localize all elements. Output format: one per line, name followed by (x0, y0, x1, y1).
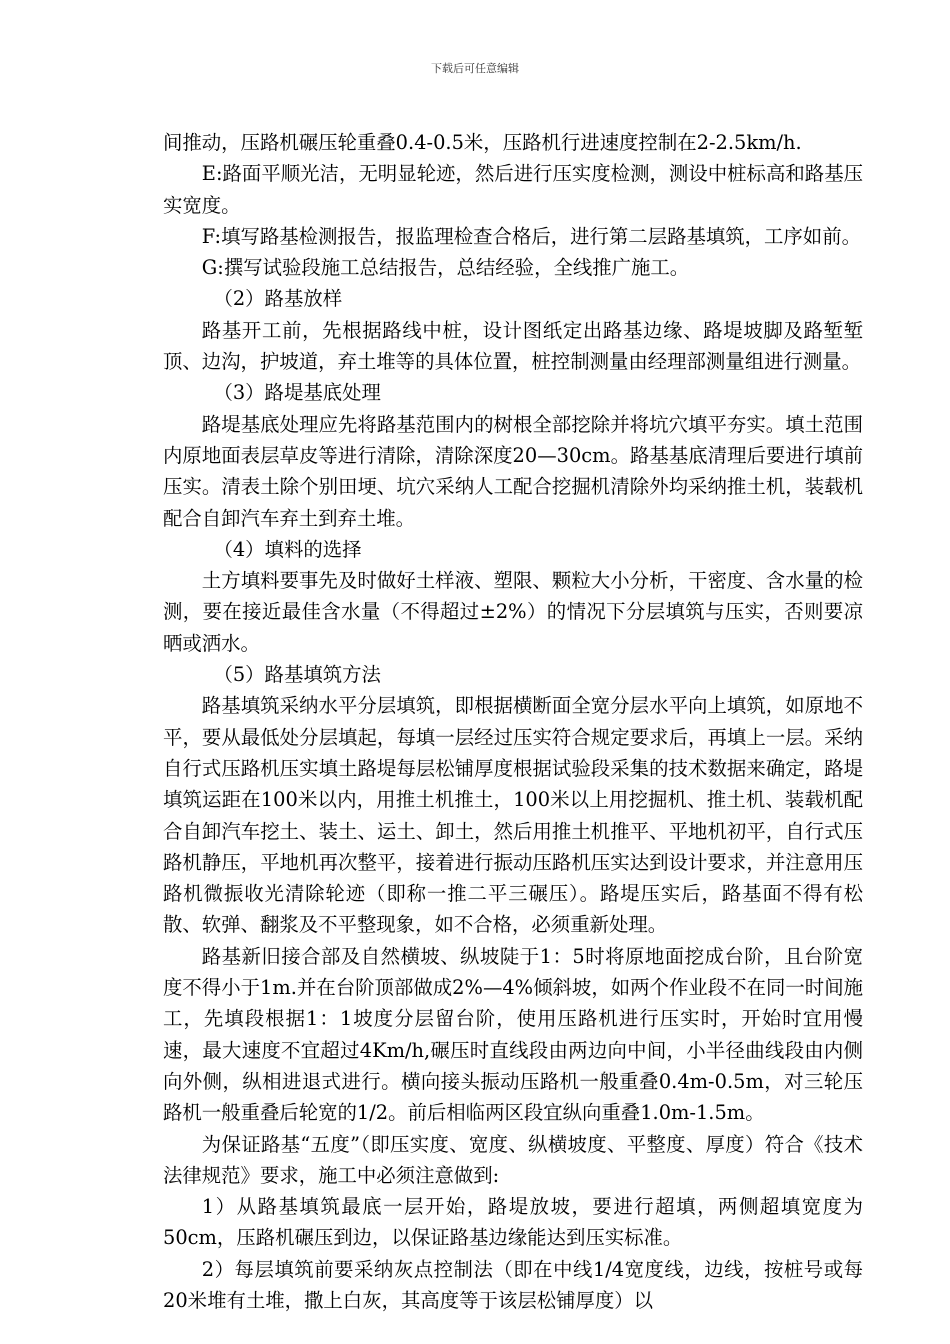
paragraph: 路基开工前，先根据路线中桩，设计图纸定出路基边缘、路堤坡脚及路堑堑顶、边沟，护坡道，弃土堆等的具体位置，桩控制测量由经理部测量组进行测量。 (163, 318, 863, 374)
paragraph: F:填写路基检测报告，报监理检查合格后，进行第二层路基填筑，工序如前。 (201, 224, 861, 248)
paragraph: 间推动，压路机碾压轮重叠0.4-0.5米，压路机行进速度控制在2-2.5km/h. (163, 131, 802, 154)
section-heading: （4）填料的选择 (213, 537, 362, 561)
paragraph: E:路面平顺光洁，无明显轮迹，然后进行压实度检测，测设中桩标高和路基压实宽度。 (163, 162, 863, 217)
paragraph: 路堤基底处理应先将路基范围内的树根全部挖除并将坑穴填平夯实。填土范围内原地面表层草皮等进行清除，清除深度20—30cm。路基基底清理后要进行填前压实。清表土除个别田埂、坑穴采纳人工配合挖掘机清除外均采纳推土机，装载机配合自卸汽车弃土到弃土堆。 (163, 412, 863, 530)
section-heading: （3）路堤基底处理 (213, 381, 381, 405)
document-body (163, 127, 863, 1316)
paragraph: 路基新旧接合部及自然横坡、纵坡陡于1：5时将原地面挖成台阶，且台阶宽度不得小于1m.并在台阶顶部做成2%—4%倾斜坡，如两个作业段不在同一时间施工，先填段根据1：1坡度分层留台阶，使用压路机进行压实时，开始时宜用慢速，最大速度不宜超过4Km/h,碾压时直线段由两边向中间，小半径曲线段由内侧向外侧，纵相进退式进行。横向接头振动压路机一般重叠0.4m-0.5m，对三轮压路机一般重叠后轮宽的1/2。前后相临两区段宜纵向重叠1.0m-1.5m。 (163, 944, 863, 1125)
paragraph: G:撰写试验段施工总结报告，总结经验，全线推广施工。 (201, 256, 690, 280)
list-item: 1）从路基填筑最底一层开始，路堤放坡，要进行超填，两侧超填宽度为50cm，压路机碾压到边，以保证路基边缘能达到压实标准。 (163, 1195, 863, 1250)
list-item: 2）每层填筑前要采纳灰点控制法（即在中线1/4宽度线，边线，按桩号或每20米堆有土堆，撒上白灰，其高度等于该层松铺厚度）以 (163, 1257, 863, 1312)
paragraph: 土方填料要事先及时做好土样液、塑限、颗粒大小分析，干密度、含水量的检测，要在接近最佳含水量（不得超过±2%）的情况下分层填筑与压实，否则要凉晒或洒水。 (163, 569, 863, 655)
page-header: 下载后可任意编辑 (431, 62, 519, 75)
section-heading: （5）路基填筑方法 (213, 663, 381, 687)
section-heading: （2）路基放样 (213, 287, 343, 311)
paragraph: 路基填筑采纳水平分层填筑，即根据横断面全宽分层水平向上填筑，如原地不平，要从最低处分层填起，每填一层经过压实符合规定要求后，再填上一层。采纳自行式压路机压实填土路堤每层松铺厚度根据试验段采集的技术数据来确定，路堤填筑运距在100米以内，用推土机推土，100米以上用挖掘机、推土机、装载机配合自卸汽车挖土、装土、运土、卸土，然后用推土机推平、平地机初平，自行式压路机静压，平地机再次整平，接着进行振动压路机压实达到设计要求，并注意用压路机微振收光清除轮迹（即称一推二平三碾压）。路堤压实后，路基面不得有松散、软弹、翻浆及不平整现象，如不合格，必须重新处理。 (163, 694, 863, 937)
paragraph: 为保证路基“五度”（即压实度、宽度、纵横坡度、平整度、厚度）符合《技术法律规范》要求，施工中必须注意做到: (163, 1132, 863, 1187)
